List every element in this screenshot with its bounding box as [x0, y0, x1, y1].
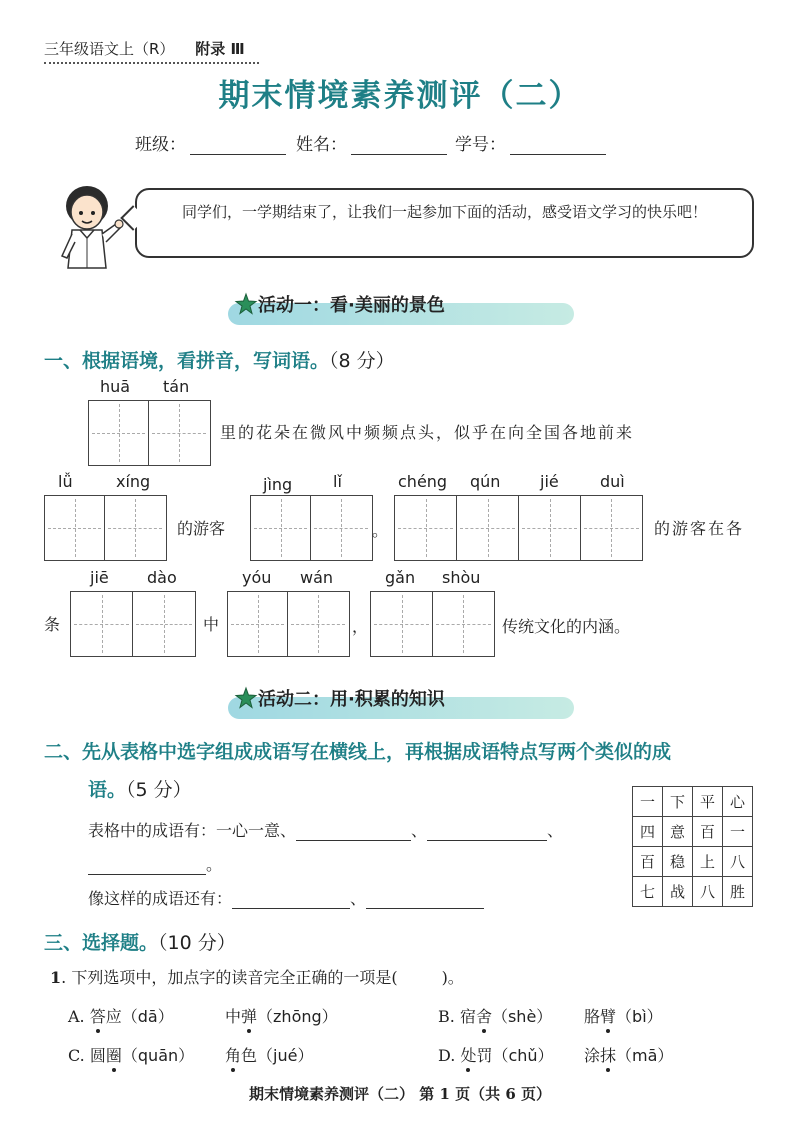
q2-line1	[88, 818, 563, 841]
pinyin-hua: huā	[100, 377, 131, 396]
grid-cell: 下	[663, 787, 693, 817]
q1-score: （8 分）	[329, 350, 395, 372]
grid-cell: 四	[633, 817, 663, 847]
q2-line3-text: 像这样的成语还有：	[88, 889, 233, 908]
option-b-char: 胳	[584, 1007, 601, 1026]
pinyin-jing: jìng	[263, 475, 293, 494]
answer-grid-huatan[interactable]	[88, 400, 211, 466]
q2-heading-line2	[88, 775, 192, 802]
grid-cell: 八	[693, 877, 723, 907]
pinyin-dao: dào	[147, 568, 177, 587]
q3-score: （10 分）	[158, 932, 236, 954]
activity2-title: 活动二：用·积累的知识	[258, 689, 445, 710]
option-c-pinyin-2: （jué）	[257, 1046, 314, 1065]
answer-grid-chengqunjiedui[interactable]	[394, 495, 643, 561]
header-grade	[44, 38, 245, 59]
option-a-char-dotted: 弹	[241, 1004, 257, 1027]
answer-grid-jingli[interactable]	[250, 495, 373, 561]
option-b-label: B.	[438, 1007, 455, 1026]
option-b-pinyin-2: （bì）	[616, 1007, 663, 1026]
option-a-char-dotted: 答	[90, 1004, 106, 1027]
answer-grid-jiedao[interactable]	[70, 591, 196, 657]
q2-score: （5 分）	[126, 779, 192, 801]
q3-question-number: 1	[50, 968, 62, 987]
option-d-char-dotted: 抹	[600, 1043, 616, 1066]
name-label: 姓名：	[296, 135, 347, 155]
grid-cell: 一	[723, 817, 753, 847]
option-d-part1[interactable]	[438, 1043, 554, 1066]
q1-heading-text: 一、根据语境，看拼音，写词语。	[44, 350, 330, 372]
option-a-label: A.	[68, 1007, 85, 1026]
q3-question	[50, 965, 464, 988]
pinyin-shou: shòu	[442, 568, 481, 587]
option-c-pinyin-1: （quān）	[121, 1046, 195, 1065]
q2-blank-3[interactable]	[88, 856, 206, 875]
grid-cell: 稳	[663, 847, 693, 877]
grid-cell: 胜	[723, 877, 753, 907]
q1-text-zhong: 中	[203, 615, 220, 634]
activity1-title: 活动一：看·美丽的景色	[258, 295, 445, 316]
q1-text-zaige: 的游客在各	[654, 519, 745, 538]
grid-cell: 一	[633, 787, 663, 817]
header-divider	[44, 62, 259, 64]
q2-heading-c: 语。	[88, 779, 127, 801]
grid-cell: 心	[723, 787, 753, 817]
option-c-label: C.	[68, 1046, 85, 1065]
pinyin-jie: jié	[540, 472, 559, 491]
name-blank[interactable]	[351, 136, 447, 155]
class-blank[interactable]	[190, 136, 286, 155]
pinyin-li: lǐ	[333, 472, 342, 491]
option-a-part1[interactable]	[68, 1004, 174, 1027]
option-a-char: 中	[225, 1007, 242, 1026]
option-d-char-dotted: 处	[460, 1043, 476, 1066]
option-a-char: 应	[105, 1007, 122, 1026]
q2-sep-2: 、	[547, 821, 564, 840]
answer-grid-luxing[interactable]	[44, 495, 167, 561]
option-b-char-dotted: 舍	[476, 1004, 492, 1027]
q1-text-comma: ，	[352, 617, 369, 636]
q2-blank-1[interactable]	[296, 822, 411, 841]
page-footer: 期末情境素养测评（二） 第 1 页（共 6 页）	[249, 1085, 551, 1103]
speech-text: 同学们，一学期结束了，让我们一起参加下面的活动，感受语文学习的快乐吧！	[182, 203, 708, 221]
option-c-char-dotted: 圈	[106, 1043, 122, 1066]
q2-heading-a: 二、先从表格中选字组成成语写在横线上，	[44, 741, 406, 763]
class-field[interactable]	[135, 130, 286, 155]
q2-line1-text: 表格中的成语有：一心一意、	[88, 821, 297, 840]
grid-cell: 意	[663, 817, 693, 847]
option-d-char: 罚	[476, 1046, 493, 1065]
q2-blank-4[interactable]	[232, 890, 350, 909]
q2-sep-3: 、	[350, 889, 367, 908]
option-c-char-dotted: 角	[225, 1043, 241, 1066]
option-b-pinyin-1: （shè）	[491, 1007, 553, 1026]
q3-heading	[44, 928, 236, 955]
option-c-part1[interactable]	[68, 1043, 194, 1066]
id-blank[interactable]	[510, 136, 606, 155]
option-c-char: 圆	[89, 1046, 106, 1065]
id-label: 学号：	[455, 135, 506, 155]
grid-cell: 百	[693, 817, 723, 847]
q3-heading-text: 三、选择题。	[44, 932, 159, 954]
option-a-pinyin-2: （zhōng）	[257, 1007, 338, 1026]
q2-sep-1: 、	[411, 821, 428, 840]
option-b-part2[interactable]	[584, 1004, 663, 1027]
pinyin-qun: qún	[470, 472, 501, 491]
answer-grid-ganshou[interactable]	[370, 591, 495, 657]
q3-answer-blank[interactable]	[398, 970, 442, 988]
star-icon	[234, 686, 258, 710]
option-b-part1[interactable]	[438, 1004, 552, 1027]
option-b-char: 宿	[459, 1007, 476, 1026]
page-title: 期末情境素养测评（二）	[218, 78, 582, 114]
q2-line2	[88, 852, 222, 875]
option-d-pinyin-2: （mā）	[616, 1046, 674, 1065]
idiom-character-grid	[632, 786, 753, 907]
q1-heading	[44, 346, 395, 373]
pinyin-gan: gǎn	[385, 568, 416, 587]
grid-cell: 平	[693, 787, 723, 817]
name-field[interactable]	[296, 130, 447, 155]
star-icon	[234, 292, 258, 316]
option-c-part2[interactable]	[225, 1043, 313, 1066]
q1-text-line1: 里的花朵在微风中频频点头，似乎在向全国各地前来	[220, 423, 635, 442]
q2-end: 。	[206, 855, 223, 874]
q1-text-period: 。	[372, 521, 389, 540]
answer-grid-youwan[interactable]	[227, 591, 350, 657]
option-a-pinyin-1: （dā）	[121, 1007, 174, 1026]
id-field[interactable]	[455, 130, 606, 155]
grid-cell: 七	[633, 877, 663, 907]
q2-line3	[88, 886, 484, 909]
q3-question-end: )。	[441, 968, 464, 987]
pinyin-jie2: jiē	[90, 568, 109, 587]
q1-text-chuantong: 传统文化的内涵。	[502, 617, 631, 636]
pinyin-cheng: chéng	[398, 472, 448, 491]
q1-text-tiao: 条	[44, 615, 61, 634]
pinyin-dui: duì	[600, 472, 625, 491]
pinyin-tan: tán	[163, 377, 190, 396]
option-c-char: 色	[241, 1046, 258, 1065]
pinyin-xing: xíng	[116, 472, 151, 491]
grid-cell: 百	[633, 847, 663, 877]
header-appendix: 附录 Ⅲ	[195, 40, 245, 58]
grid-cell: 八	[723, 847, 753, 877]
pinyin-lu: lǚ	[58, 472, 73, 491]
option-a-part2[interactable]	[225, 1004, 338, 1027]
q2-heading-b: 再根据成语特点写两个类似的成	[405, 741, 672, 763]
option-d-pinyin-1: （chǔ）	[492, 1046, 554, 1065]
q2-blank-2[interactable]	[427, 822, 547, 841]
option-d-char: 涂	[584, 1046, 601, 1065]
pinyin-wan: wán	[300, 568, 334, 587]
class-label: 班级：	[135, 135, 186, 155]
q2-heading	[44, 737, 671, 764]
option-d-part2[interactable]	[584, 1043, 673, 1066]
q3-question-text: . 下列选项中，加点字的读音完全正确的一项是(	[61, 968, 398, 987]
q1-text-youke: 的游客	[177, 519, 226, 538]
option-d-label: D.	[438, 1046, 456, 1065]
grid-cell: 战	[663, 877, 693, 907]
q2-blank-5[interactable]	[366, 890, 484, 909]
grid-cell: 上	[693, 847, 723, 877]
student-illustration	[50, 180, 130, 278]
pinyin-you: yóu	[242, 568, 272, 587]
header-grade-text: 三年级语文上（R）	[44, 40, 175, 58]
option-b-char-dotted: 臂	[600, 1004, 616, 1027]
